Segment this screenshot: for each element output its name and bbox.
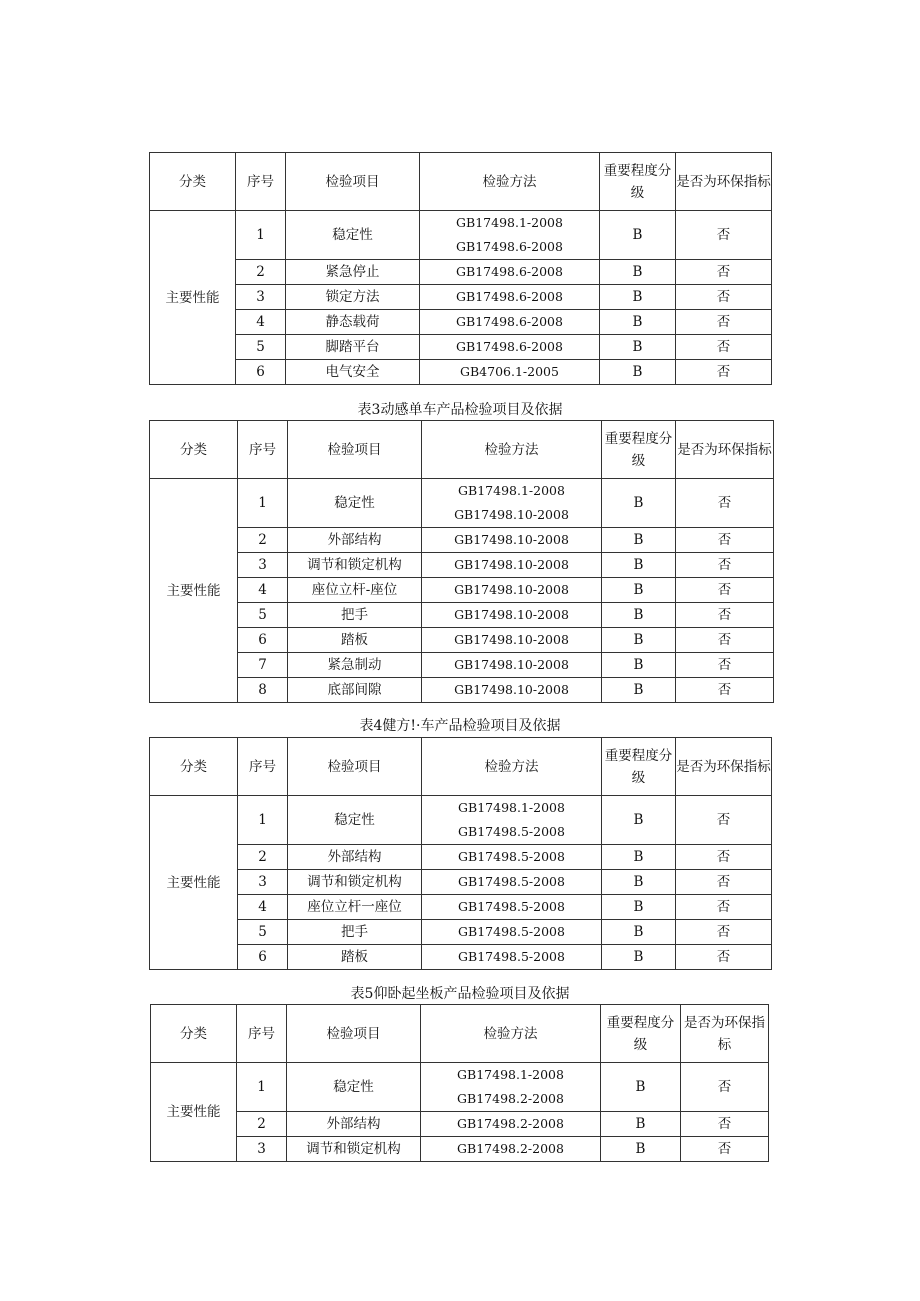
importance-grade: B <box>600 211 676 260</box>
table-grid <box>150 1004 769 1162</box>
column-header: 分类 <box>150 153 236 211</box>
inspection-item: 外部结构 <box>288 845 422 870</box>
row-number: 7 <box>238 653 288 678</box>
table-row <box>150 628 774 653</box>
inspection-method <box>422 578 602 603</box>
method-standard: GB4706.1-2005 <box>460 364 559 379</box>
importance-grade: B <box>600 360 676 385</box>
inspection-method <box>422 653 602 678</box>
method-standard: GB17498.5-2008 <box>458 824 565 839</box>
inspection-item: 座位立杆-座位 <box>288 578 422 603</box>
inspection-item: 踏板 <box>288 945 422 970</box>
header-row <box>150 421 774 479</box>
column-header: 序号 <box>237 1005 287 1063</box>
table-row <box>150 528 774 553</box>
row-number: 1 <box>238 479 288 528</box>
column-header: 检验方法 <box>422 421 602 479</box>
table-row <box>150 310 772 335</box>
table-row <box>150 335 772 360</box>
method-standard: GB17498.10-2008 <box>454 507 569 522</box>
column-header: 是否为环保指标 <box>676 153 772 211</box>
row-number: 6 <box>238 628 288 653</box>
environmental-indicator: 否 <box>676 870 772 895</box>
environmental-indicator: 否 <box>676 310 772 335</box>
category-cell: 主要性能 <box>150 796 238 970</box>
inspection-item: 锁定方法 <box>286 285 420 310</box>
method-standard: GB17498.2-2008 <box>457 1141 564 1156</box>
method-standard: GB17498.2-2008 <box>457 1116 564 1131</box>
environmental-indicator: 否 <box>681 1063 769 1112</box>
row-number: 3 <box>237 1137 287 1162</box>
category-cell: 主要性能 <box>150 211 236 385</box>
importance-grade: B <box>600 335 676 360</box>
inspection-item: 座位立杆一座位 <box>288 895 422 920</box>
inspection-item: 电气安全 <box>286 360 420 385</box>
table-grid <box>149 420 774 703</box>
inspection-method <box>422 553 602 578</box>
table-caption: 表3动感单车产品检验项目及依据 <box>357 402 563 418</box>
row-number: 4 <box>236 310 286 335</box>
inspection-item: 外部结构 <box>287 1112 421 1137</box>
inspection-method <box>422 845 602 870</box>
environmental-indicator: 否 <box>676 335 772 360</box>
environmental-indicator: 否 <box>681 1137 769 1162</box>
inspection-item: 把手 <box>288 920 422 945</box>
table-row <box>150 895 772 920</box>
inspection-method <box>420 310 600 335</box>
environmental-indicator: 否 <box>676 528 774 553</box>
method-standard: GB17498.6-2008 <box>456 339 563 354</box>
column-header: 序号 <box>238 421 288 479</box>
column-header: 重要程度分级 <box>601 1005 681 1063</box>
importance-grade: B <box>602 870 676 895</box>
method-standard: GB17498.2-2008 <box>457 1091 564 1106</box>
table-grid <box>149 152 772 385</box>
environmental-indicator: 否 <box>676 653 774 678</box>
inspection-item: 调节和锁定机构 <box>288 553 422 578</box>
inspection-item: 外部结构 <box>288 528 422 553</box>
table-row <box>150 945 772 970</box>
inspection-method <box>421 1063 601 1112</box>
importance-grade: B <box>601 1063 681 1112</box>
inspection-method <box>420 211 600 260</box>
importance-grade: B <box>602 796 676 845</box>
table-row <box>150 678 774 703</box>
importance-grade: B <box>602 603 676 628</box>
method-standard: GB17498.10-2008 <box>454 532 569 547</box>
method-standard: GB17498.5-2008 <box>458 949 565 964</box>
importance-grade: B <box>602 945 676 970</box>
environmental-indicator: 否 <box>676 920 772 945</box>
table-caption: 表4健方!·车产品检验项目及依据 <box>359 718 561 734</box>
environmental-indicator: 否 <box>676 360 772 385</box>
environmental-indicator: 否 <box>676 211 772 260</box>
category-cell: 主要性能 <box>151 1063 237 1162</box>
inspection-item: 稳定性 <box>288 479 422 528</box>
inspection-table-4 <box>150 1004 769 1162</box>
method-standard: GB17498.10-2008 <box>454 682 569 697</box>
importance-grade: B <box>601 1137 681 1162</box>
environmental-indicator: 否 <box>676 945 772 970</box>
column-header: 是否为环保指标 <box>681 1005 769 1063</box>
table-row <box>150 920 772 945</box>
table-grid <box>149 737 772 970</box>
method-standard: GB17498.10-2008 <box>454 607 569 622</box>
environmental-indicator: 否 <box>676 678 774 703</box>
row-number: 1 <box>236 211 286 260</box>
inspection-method <box>422 920 602 945</box>
method-standard: GB17498.1-2008 <box>458 483 565 498</box>
table-row <box>150 360 772 385</box>
row-number: 3 <box>236 285 286 310</box>
column-header: 重要程度分级 <box>602 738 676 796</box>
row-number: 2 <box>237 1112 287 1137</box>
row-number: 1 <box>238 796 288 845</box>
column-header: 重要程度分级 <box>600 153 676 211</box>
inspection-table-2 <box>149 420 774 703</box>
method-standard: GB17498.5-2008 <box>458 899 565 914</box>
inspection-table-1 <box>149 152 772 385</box>
column-header: 是否为环保指标 <box>676 421 774 479</box>
inspection-method <box>420 335 600 360</box>
column-header: 重要程度分级 <box>602 421 676 479</box>
method-standard: GB17498.10-2008 <box>454 582 569 597</box>
importance-grade: B <box>602 845 676 870</box>
header-row <box>150 738 772 796</box>
table-row <box>150 260 772 285</box>
method-standard: GB17498.10-2008 <box>454 632 569 647</box>
importance-grade: B <box>601 1112 681 1137</box>
table-row <box>150 796 772 845</box>
environmental-indicator: 否 <box>676 603 774 628</box>
table-row <box>150 578 774 603</box>
inspection-item: 稳定性 <box>287 1063 421 1112</box>
column-header: 分类 <box>150 421 238 479</box>
column-header: 检验项目 <box>286 153 420 211</box>
inspection-method <box>422 528 602 553</box>
table-caption: 表5仰卧起坐板产品检验项目及依据 <box>350 986 570 1002</box>
column-header: 分类 <box>151 1005 237 1063</box>
environmental-indicator: 否 <box>676 845 772 870</box>
row-number: 1 <box>237 1063 287 1112</box>
inspection-table-3 <box>149 737 772 970</box>
header-row <box>150 153 772 211</box>
inspection-method <box>422 945 602 970</box>
table-row <box>151 1063 769 1112</box>
inspection-method <box>420 260 600 285</box>
inspection-method <box>421 1137 601 1162</box>
importance-grade: B <box>602 628 676 653</box>
importance-grade: B <box>600 260 676 285</box>
importance-grade: B <box>600 310 676 335</box>
environmental-indicator: 否 <box>676 895 772 920</box>
inspection-item: 稳定性 <box>288 796 422 845</box>
row-number: 6 <box>238 945 288 970</box>
column-header: 检验方法 <box>420 153 600 211</box>
column-header: 序号 <box>236 153 286 211</box>
inspection-item: 踏板 <box>288 628 422 653</box>
row-number: 5 <box>238 603 288 628</box>
importance-grade: B <box>602 678 676 703</box>
table-row <box>150 553 774 578</box>
method-standard: GB17498.6-2008 <box>456 264 563 279</box>
inspection-item: 脚踏平台 <box>286 335 420 360</box>
inspection-method <box>420 360 600 385</box>
importance-grade: B <box>602 479 676 528</box>
row-number: 3 <box>238 553 288 578</box>
row-number: 5 <box>236 335 286 360</box>
method-standard: GB17498.10-2008 <box>454 557 569 572</box>
inspection-method <box>422 603 602 628</box>
importance-grade: B <box>602 553 676 578</box>
inspection-method <box>422 796 602 845</box>
table-row <box>151 1112 769 1137</box>
table-row <box>150 479 774 528</box>
inspection-item: 把手 <box>288 603 422 628</box>
column-header: 分类 <box>150 738 238 796</box>
table-row <box>151 1137 769 1162</box>
environmental-indicator: 否 <box>676 578 774 603</box>
column-header: 是否为环保指标 <box>676 738 772 796</box>
importance-grade: B <box>602 920 676 945</box>
environmental-indicator: 否 <box>676 796 772 845</box>
environmental-indicator: 否 <box>676 285 772 310</box>
row-number: 2 <box>238 528 288 553</box>
row-number: 3 <box>238 870 288 895</box>
inspection-item: 底部间隙 <box>288 678 422 703</box>
inspection-item: 紧急停止 <box>286 260 420 285</box>
header-row <box>151 1005 769 1063</box>
method-standard: GB17498.1-2008 <box>456 215 563 230</box>
inspection-method <box>421 1112 601 1137</box>
inspection-method <box>422 870 602 895</box>
row-number: 4 <box>238 578 288 603</box>
method-standard: GB17498.5-2008 <box>458 874 565 889</box>
row-number: 2 <box>236 260 286 285</box>
table-row <box>150 211 772 260</box>
column-header: 检验项目 <box>287 1005 421 1063</box>
importance-grade: B <box>602 528 676 553</box>
inspection-method <box>422 479 602 528</box>
inspection-method <box>422 895 602 920</box>
method-standard: GB17498.6-2008 <box>456 314 563 329</box>
environmental-indicator: 否 <box>676 260 772 285</box>
row-number: 5 <box>238 920 288 945</box>
importance-grade: B <box>602 653 676 678</box>
method-standard: GB17498.1-2008 <box>458 800 565 815</box>
environmental-indicator: 否 <box>676 553 774 578</box>
table-row <box>150 285 772 310</box>
method-standard: GB17498.6-2008 <box>456 239 563 254</box>
method-standard: GB17498.1-2008 <box>457 1067 564 1082</box>
importance-grade: B <box>602 895 676 920</box>
row-number: 4 <box>238 895 288 920</box>
inspection-item: 调节和锁定机构 <box>288 870 422 895</box>
environmental-indicator: 否 <box>676 479 774 528</box>
column-header: 检验项目 <box>288 738 422 796</box>
method-standard: GB17498.5-2008 <box>458 849 565 864</box>
category-cell: 主要性能 <box>150 479 238 703</box>
method-standard: GB17498.5-2008 <box>458 924 565 939</box>
inspection-item: 稳定性 <box>286 211 420 260</box>
importance-grade: B <box>602 578 676 603</box>
table-row <box>150 603 774 628</box>
table-row <box>150 845 772 870</box>
inspection-item: 调节和锁定机构 <box>287 1137 421 1162</box>
row-number: 6 <box>236 360 286 385</box>
inspection-method <box>422 628 602 653</box>
row-number: 2 <box>238 845 288 870</box>
inspection-item: 紧急制动 <box>288 653 422 678</box>
column-header: 检验方法 <box>422 738 602 796</box>
inspection-method <box>422 678 602 703</box>
column-header: 检验方法 <box>421 1005 601 1063</box>
inspection-item: 静态载荷 <box>286 310 420 335</box>
column-header: 检验项目 <box>288 421 422 479</box>
row-number: 8 <box>238 678 288 703</box>
table-row <box>150 653 774 678</box>
environmental-indicator: 否 <box>676 628 774 653</box>
method-standard: GB17498.10-2008 <box>454 657 569 672</box>
method-standard: GB17498.6-2008 <box>456 289 563 304</box>
column-header: 序号 <box>238 738 288 796</box>
inspection-method <box>420 285 600 310</box>
environmental-indicator: 否 <box>681 1112 769 1137</box>
table-row <box>150 870 772 895</box>
importance-grade: B <box>600 285 676 310</box>
